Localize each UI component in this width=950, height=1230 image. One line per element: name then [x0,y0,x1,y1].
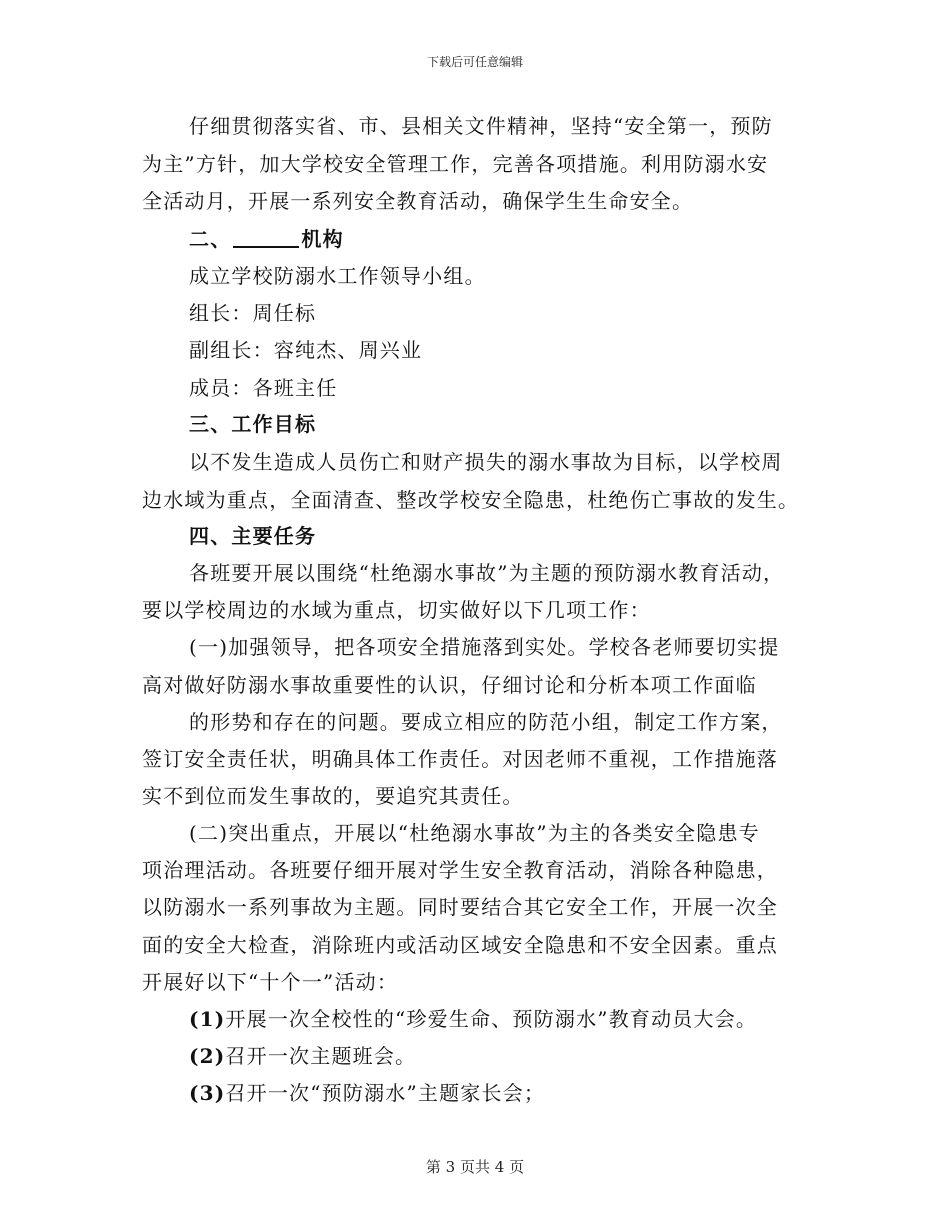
list-number: (2) [189,1044,226,1068]
body-line: 实不到位而发生事故的，要追究其责任。 [142,784,524,808]
body-line: 副组长：容纯杰、周兴业 [189,338,423,362]
body-line: 要以学校周边的水域为重点，切实做好以下几项工作： [142,598,651,622]
body-line: 边水域为重点，全面清查、整改学校安全隐患，杜绝伤亡事故的发生。 [142,488,800,512]
body-line: 为主”方针，加大学校安全管理工作，完善各项措施。利用防溺水安 [142,152,769,176]
body-line: 全活动月，开展一系列安全教育活动，确保学生生命安全。 [142,189,694,213]
section-heading-3: 三、工作目标 [189,412,317,436]
body-line: 组长：周任标 [189,301,317,325]
body-line: 以防溺水一系列事故为主题。同时要结合其它安全工作，开展一次全 [142,895,778,919]
body-line: 以不发生造成人员伤亡和财产损失的溺水事故为目标，以学校周 [189,450,783,474]
body-line: 成员：各班主任 [189,376,338,400]
list-number: (3) [189,1081,226,1105]
body-line: 高对做好防溺水事故重要性的认识，仔细讨论和分析本项工作面临 [142,673,757,697]
body-line: 各班要开展以围绕“杜绝溺水事故”为主题的预防溺水教育活动， [189,561,785,585]
body-line: 项治理活动。各班要仔细开展对学生安全教育活动，消除各种隐患， [142,858,778,882]
body-line: (一)加强领导，把各项安全措施落到实处。学校各老师要切实提 [189,635,780,659]
heading-number: 二、 [189,227,232,251]
section-heading-4: 四、主要任务 [189,524,317,548]
body-line: 面的安全大检查，消除班内或活动区域安全隐患和不安全因素。重点 [142,933,778,957]
page-header: 下载后可任意编辑 [426,55,523,69]
list-item [189,1081,545,1105]
list-text: 开展一次全校性的“珍爱生命、预防溺水”教育动员大会。 [225,1007,758,1031]
section-heading-2 [189,227,344,251]
list-text: 召开一次主题班会。 [225,1044,417,1068]
body-line: 开展好以下“十个一”活动： [142,970,399,994]
list-item [189,1044,416,1068]
body-line: (二)突出重点，开展以“杜绝溺水事故”为主的各类安全隐患专 [189,821,760,845]
body-line: 仔细贯彻落实省、市、县相关文件精神，坚持“安全第一，预防 [189,114,773,138]
list-text: 召开一次“预防溺水”主题家长会； [225,1081,546,1105]
list-item [189,1007,757,1031]
fill-blank [233,228,299,248]
list-number: (1) [189,1007,226,1031]
body-line: 成立学校防溺水工作领导小组。 [189,264,486,288]
body-line: 签订安全责任状，明确具体工作责任。对因老师不重视，工作措施落 [142,747,778,771]
page-footer: 第 3 页共 4 页 [425,1158,525,1176]
heading-text: 机构 [301,227,344,251]
body-line: 的形势和存在的问题。要成立相应的防范小组，制定工作方案， [189,710,783,734]
